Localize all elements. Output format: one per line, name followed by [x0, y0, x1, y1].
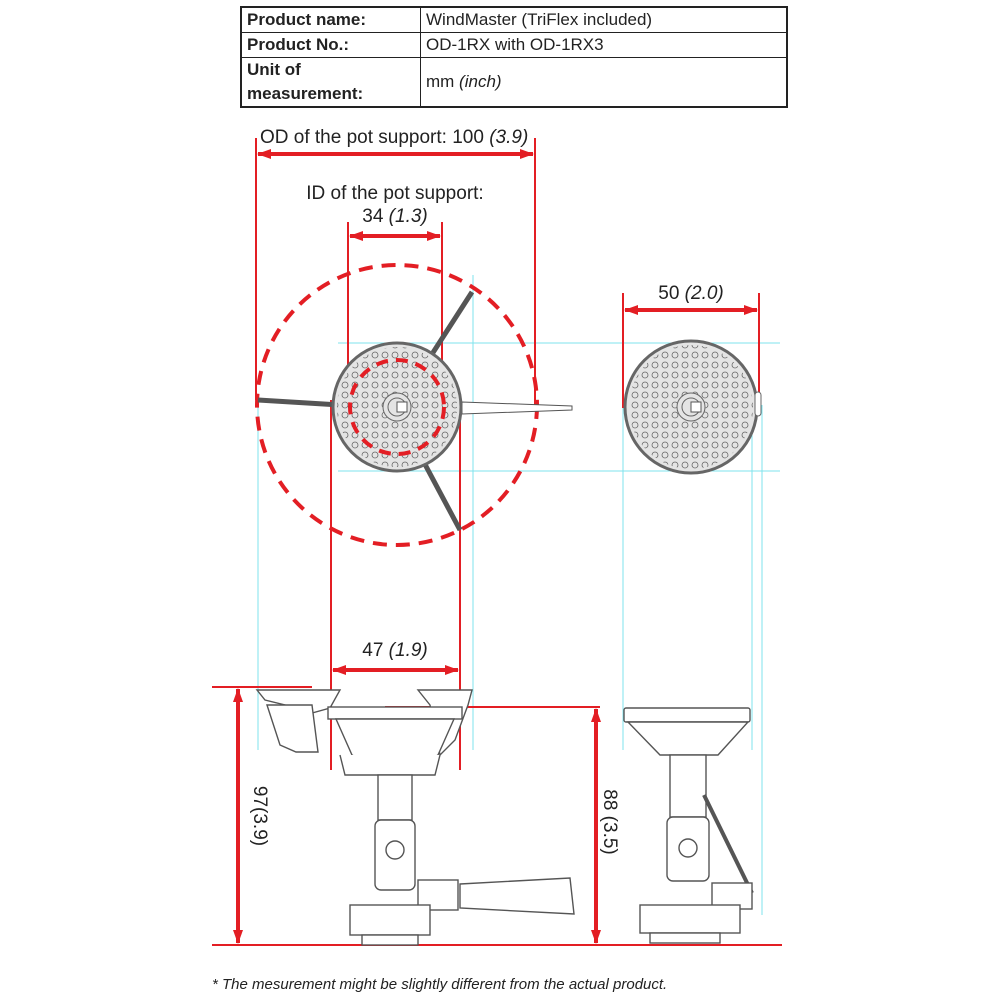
- spec-value: WindMaster (TriFlex included): [421, 7, 788, 33]
- footnote: * The mesurement might be slightly different from the actual product.: [212, 976, 668, 993]
- id-label-line2: 34 (1.3): [362, 206, 428, 227]
- burner-width-label: 50 (2.0): [658, 283, 724, 304]
- head-width-label: 47 (1.9): [362, 640, 428, 661]
- stove-side-view: [624, 708, 752, 943]
- stove-front-view: [257, 690, 574, 945]
- top-view: [257, 265, 572, 545]
- spec-label: Product name:: [241, 7, 421, 33]
- spec-value: mm (inch): [421, 58, 788, 108]
- spec-label: Unit of measurement:: [241, 58, 421, 108]
- burner-top-view: [625, 341, 761, 473]
- total-height-label: 97(3.9): [249, 785, 270, 847]
- od-label: OD of the pot support: 100 (3.9): [260, 127, 529, 148]
- spec-label: Product No.:: [241, 33, 421, 58]
- height-label: 88 (3.5): [599, 789, 620, 855]
- id-label-line1: ID of the pot support:: [306, 183, 484, 204]
- spec-value: OD-1RX with OD-1RX3: [421, 33, 788, 58]
